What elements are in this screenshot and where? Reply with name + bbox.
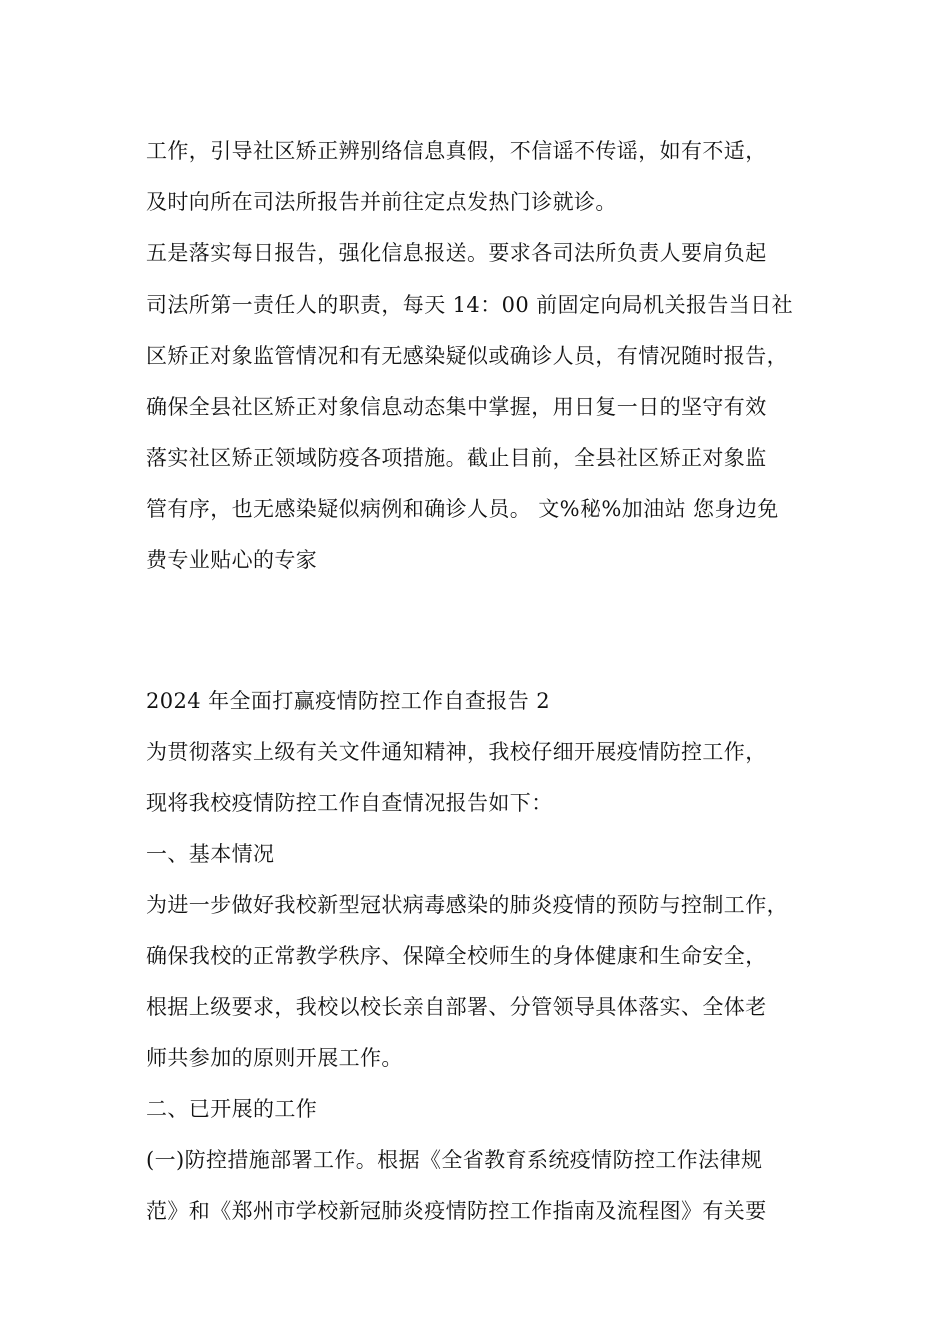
text-line: 确保全县社区矫正对象信息动态集中掌握，用日复一日的坚守有效 — [146, 395, 767, 419]
text-line: 根据上级要求，我校以校长亲自部署、分管领导具体落实、全体老 — [146, 995, 767, 1019]
section-title: 2024 年全面打赢疫情防控工作自查报告 2 — [146, 689, 550, 713]
text-line: 为进一步做好我校新型冠状病毒感染的肺炎疫情的预防与控制工作， — [146, 893, 788, 917]
text-line: (一)防控措施部署工作。根据《全省教育系统疫情防控工作法律规 — [146, 1148, 763, 1172]
text-line: 区矫正对象监管情况和有无感染疑似或确诊人员，有情况随时报告， — [146, 344, 788, 368]
section-heading: 二、已开展的工作 — [146, 1097, 318, 1121]
text-line: 工作，引导社区矫正辨别络信息真假，不信谣不传谣，如有不适， — [146, 139, 767, 163]
text-line: 现将我校疫情防控工作自查情况报告如下： — [146, 791, 553, 815]
section-heading: 一、基本情况 — [146, 842, 275, 866]
text-line: 范》和《郑州市学校新冠肺炎疫情防控工作指南及流程图》有关要 — [146, 1199, 767, 1223]
text-line: 及时向所在司法所报告并前往定点发热门诊就诊。 — [146, 190, 617, 214]
text-line: 五是落实每日报告，强化信息报送。要求各司法所负责人要肩负起 — [146, 241, 767, 265]
text-line: 确保我校的正常教学秩序、保障全校师生的身体健康和生命安全， — [146, 944, 767, 968]
text-line: 司法所第一责任人的职责，每天 14：00 前固定向局机关报告当日社 — [146, 293, 793, 317]
text-line: 管有序，也无感染疑似病例和确诊人员。 文%秘%加油站 您身边免 — [146, 497, 779, 521]
text-line: 师共参加的原则开展工作。 — [146, 1046, 403, 1070]
text-line: 费专业贴心的专家 — [146, 548, 318, 572]
text-line: 为贯彻落实上级有关文件通知精神，我校仔细开展疫情防控工作， — [146, 740, 767, 764]
text-line: 落实社区矫正领域防疫各项措施。截止目前，全县社区矫正对象监 — [146, 446, 767, 470]
